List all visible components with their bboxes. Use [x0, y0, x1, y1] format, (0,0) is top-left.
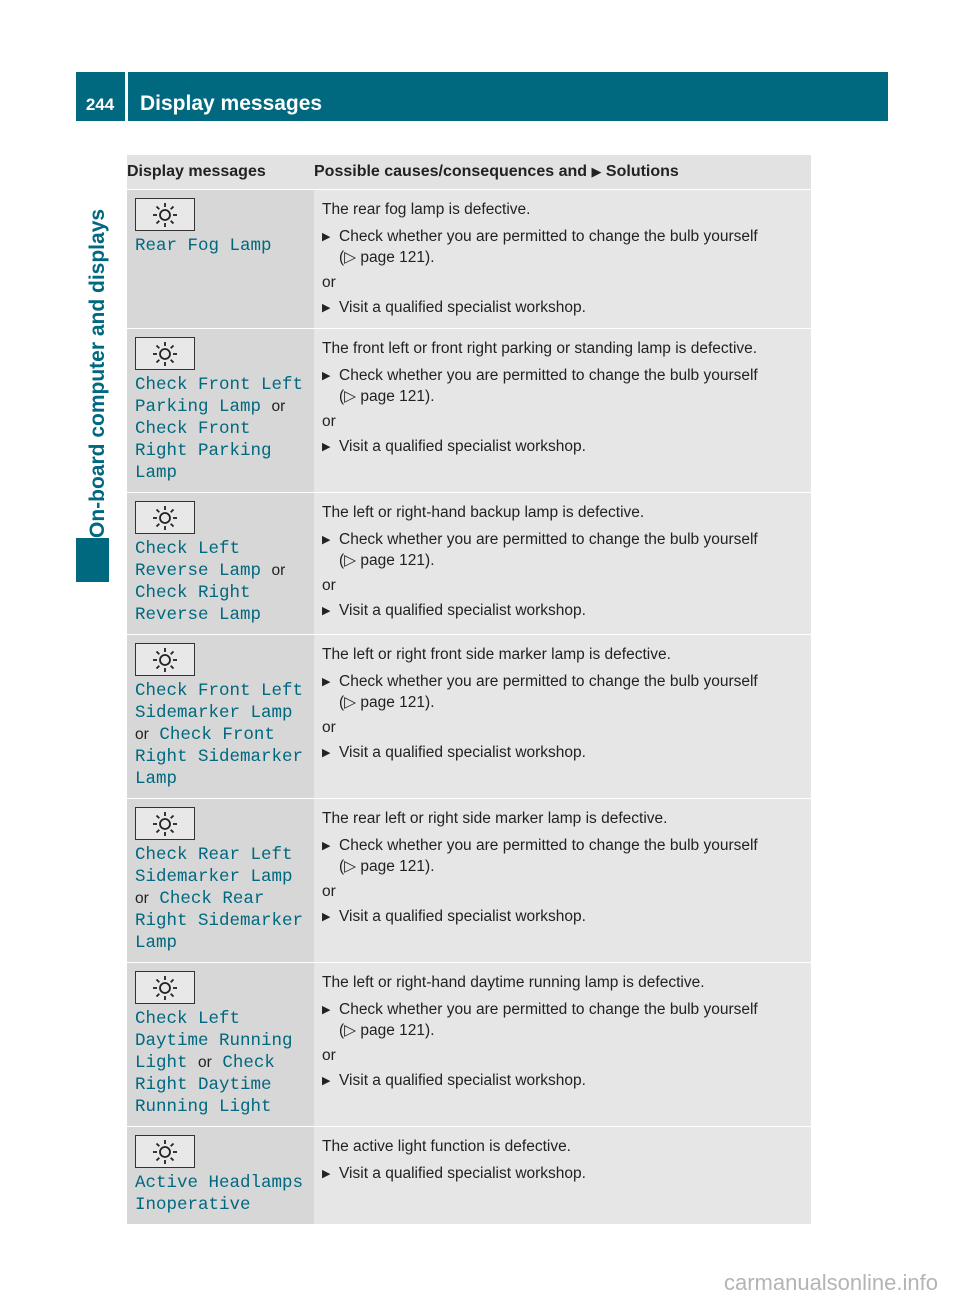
side-label-text: On-board computer and displays	[86, 208, 109, 538]
step-text: Visit a qualified specialist workshop.	[339, 299, 586, 316]
step-text: Check whether you are permitted to change the bulb yourself	[339, 531, 758, 548]
lamp-warning-icon	[135, 807, 195, 840]
step-arrow-icon: ▶	[322, 605, 331, 617]
message-part: Check Front Right Parking Lamp	[135, 419, 272, 483]
solution-cell	[314, 635, 811, 799]
step-arrow-icon: ▶	[322, 747, 331, 759]
solution-step	[322, 1163, 805, 1184]
page-reference: (▷ page 121).	[339, 1022, 435, 1039]
solution-cell	[314, 190, 811, 329]
step-text: Visit a qualified specialist workshop.	[339, 908, 586, 925]
lamp-icon	[150, 341, 180, 367]
side-tab-marker	[76, 538, 109, 582]
step-text: Visit a qualified specialist workshop.	[339, 438, 586, 455]
step-arrow-icon: ▶	[322, 302, 331, 314]
message-part: Check Rear Right Sidemarker Lamp	[135, 889, 304, 953]
column-header-prefix: Possible causes/consequences and	[314, 163, 588, 180]
header-divider	[125, 72, 128, 121]
table-row	[127, 1127, 811, 1225]
cause-text: The rear left or right side marker lamp is defective.	[322, 810, 668, 827]
display-message-text	[135, 1172, 308, 1216]
step-arrow-icon: ▶	[322, 441, 331, 453]
step-arrow-icon: ▶	[322, 840, 331, 852]
cause-text: The left or right front side marker lamp is defective.	[322, 646, 671, 663]
cause-text: The rear fog lamp is defective.	[322, 201, 531, 218]
message-part: Check Left Daytime Running Light	[135, 1009, 293, 1073]
or-text: or	[322, 883, 336, 900]
or-text: or	[322, 719, 336, 736]
play-arrow-icon: ▶	[591, 164, 602, 179]
display-message-cell	[127, 1127, 314, 1225]
display-message-cell	[127, 963, 314, 1127]
lamp-warning-icon	[135, 337, 195, 370]
table-row	[127, 963, 811, 1127]
solution-step	[322, 835, 805, 877]
cause-text: The left or right-hand backup lamp is defective.	[322, 504, 645, 521]
page-reference: (▷ page 121).	[339, 552, 435, 569]
solution-step	[322, 529, 805, 571]
lamp-icon	[150, 975, 180, 1001]
solution-step	[322, 671, 805, 713]
display-message-text	[135, 538, 308, 626]
display-message-cell	[127, 635, 314, 799]
table-row	[127, 799, 811, 963]
display-messages-table	[127, 155, 811, 1225]
lamp-warning-icon	[135, 198, 195, 231]
step-text: Check whether you are permitted to change the bulb yourself	[339, 1001, 758, 1018]
solution-cell	[314, 799, 811, 963]
message-part: Active Headlamps Inoperative	[135, 1173, 304, 1215]
step-arrow-icon: ▶	[322, 911, 331, 923]
display-message-cell	[127, 799, 314, 963]
display-message-text	[135, 844, 308, 954]
display-message-text	[135, 680, 308, 790]
lamp-icon	[150, 1139, 180, 1165]
message-part: Check Front Right Sidemarker Lamp	[135, 725, 304, 789]
or-text: or	[322, 274, 336, 291]
lamp-warning-icon	[135, 501, 195, 534]
solution-step	[322, 906, 805, 927]
step-text: Visit a qualified specialist workshop.	[339, 602, 586, 619]
step-arrow-icon: ▶	[322, 1004, 331, 1016]
message-part: Check Right Reverse Lamp	[135, 583, 262, 625]
display-message-cell	[127, 493, 314, 635]
page-number: 244	[85, 95, 115, 114]
page-reference: (▷ page 121).	[339, 694, 435, 711]
solution-step	[322, 999, 805, 1041]
message-part: Check Right Daytime Running Light	[135, 1053, 275, 1117]
or-text: or	[322, 577, 336, 594]
display-message-text	[135, 374, 308, 484]
message-part: Check Rear Left Sidemarker Lamp	[135, 845, 293, 887]
solution-cell	[314, 493, 811, 635]
or-text: or	[322, 1047, 336, 1064]
message-part: Check Front Left Parking Lamp	[135, 375, 304, 417]
solution-step	[322, 365, 805, 407]
step-text: Check whether you are permitted to change the bulb yourself	[339, 367, 758, 384]
step-text: Visit a qualified specialist workshop.	[339, 1072, 586, 1089]
page-reference: (▷ page 121).	[339, 249, 435, 266]
display-message-cell	[127, 329, 314, 493]
step-arrow-icon: ▶	[322, 1075, 331, 1087]
solution-cell	[314, 963, 811, 1127]
step-text: Check whether you are permitted to change the bulb yourself	[339, 228, 758, 245]
section-title: Display messages	[140, 92, 323, 115]
or-separator: or	[271, 562, 286, 579]
solution-step	[322, 226, 805, 268]
lamp-icon	[150, 505, 180, 531]
message-part: Rear Fog Lamp	[135, 236, 272, 256]
table-row	[127, 190, 811, 329]
table-row	[127, 493, 811, 635]
or-text: or	[322, 413, 336, 430]
column-header-messages: Display messages	[127, 155, 314, 190]
step-text: Check whether you are permitted to change the bulb yourself	[339, 837, 758, 854]
cause-text: The front left or front right parking or standing lamp is defective.	[322, 340, 758, 357]
step-text: Check whether you are permitted to change the bulb yourself	[339, 673, 758, 690]
message-part: Check Left Reverse Lamp	[135, 539, 262, 581]
lamp-warning-icon	[135, 971, 195, 1004]
watermark: carmanualsonline.info	[723, 1270, 938, 1295]
column-header-suffix: Solutions	[605, 163, 679, 180]
lamp-icon	[150, 202, 180, 228]
solution-cell	[314, 1127, 811, 1225]
solution-step	[322, 1070, 805, 1091]
table-row	[127, 329, 811, 493]
solution-step	[322, 742, 805, 763]
lamp-icon	[150, 811, 180, 837]
or-separator: or	[271, 398, 286, 415]
display-message-cell	[127, 190, 314, 329]
solution-step	[322, 297, 805, 318]
column-header-solutions	[314, 155, 811, 190]
step-arrow-icon: ▶	[322, 534, 331, 546]
solution-cell	[314, 329, 811, 493]
step-text: Visit a qualified specialist workshop.	[339, 1165, 586, 1182]
cause-text: The left or right-hand daytime running lamp is defective.	[322, 974, 705, 991]
step-arrow-icon: ▶	[322, 1168, 331, 1180]
or-separator: or	[198, 1054, 212, 1071]
solution-step	[322, 600, 805, 621]
solution-step	[322, 436, 805, 457]
message-part: Check Front Left Sidemarker Lamp	[135, 681, 304, 723]
or-separator: or	[135, 890, 149, 907]
step-arrow-icon: ▶	[322, 370, 331, 382]
lamp-warning-icon	[135, 643, 195, 676]
display-message-text	[135, 1008, 308, 1118]
or-separator: or	[135, 726, 149, 743]
lamp-icon	[150, 647, 180, 673]
table-header-row	[127, 155, 811, 190]
table-row	[127, 635, 811, 799]
display-message-text	[135, 235, 308, 257]
page-header	[76, 72, 888, 121]
cause-text: The active light function is defective.	[322, 1138, 571, 1155]
lamp-warning-icon	[135, 1135, 195, 1168]
page-reference: (▷ page 121).	[339, 858, 435, 875]
step-arrow-icon: ▶	[322, 231, 331, 243]
page-reference: (▷ page 121).	[339, 388, 435, 405]
step-arrow-icon: ▶	[322, 676, 331, 688]
step-text: Visit a qualified specialist workshop.	[339, 744, 586, 761]
